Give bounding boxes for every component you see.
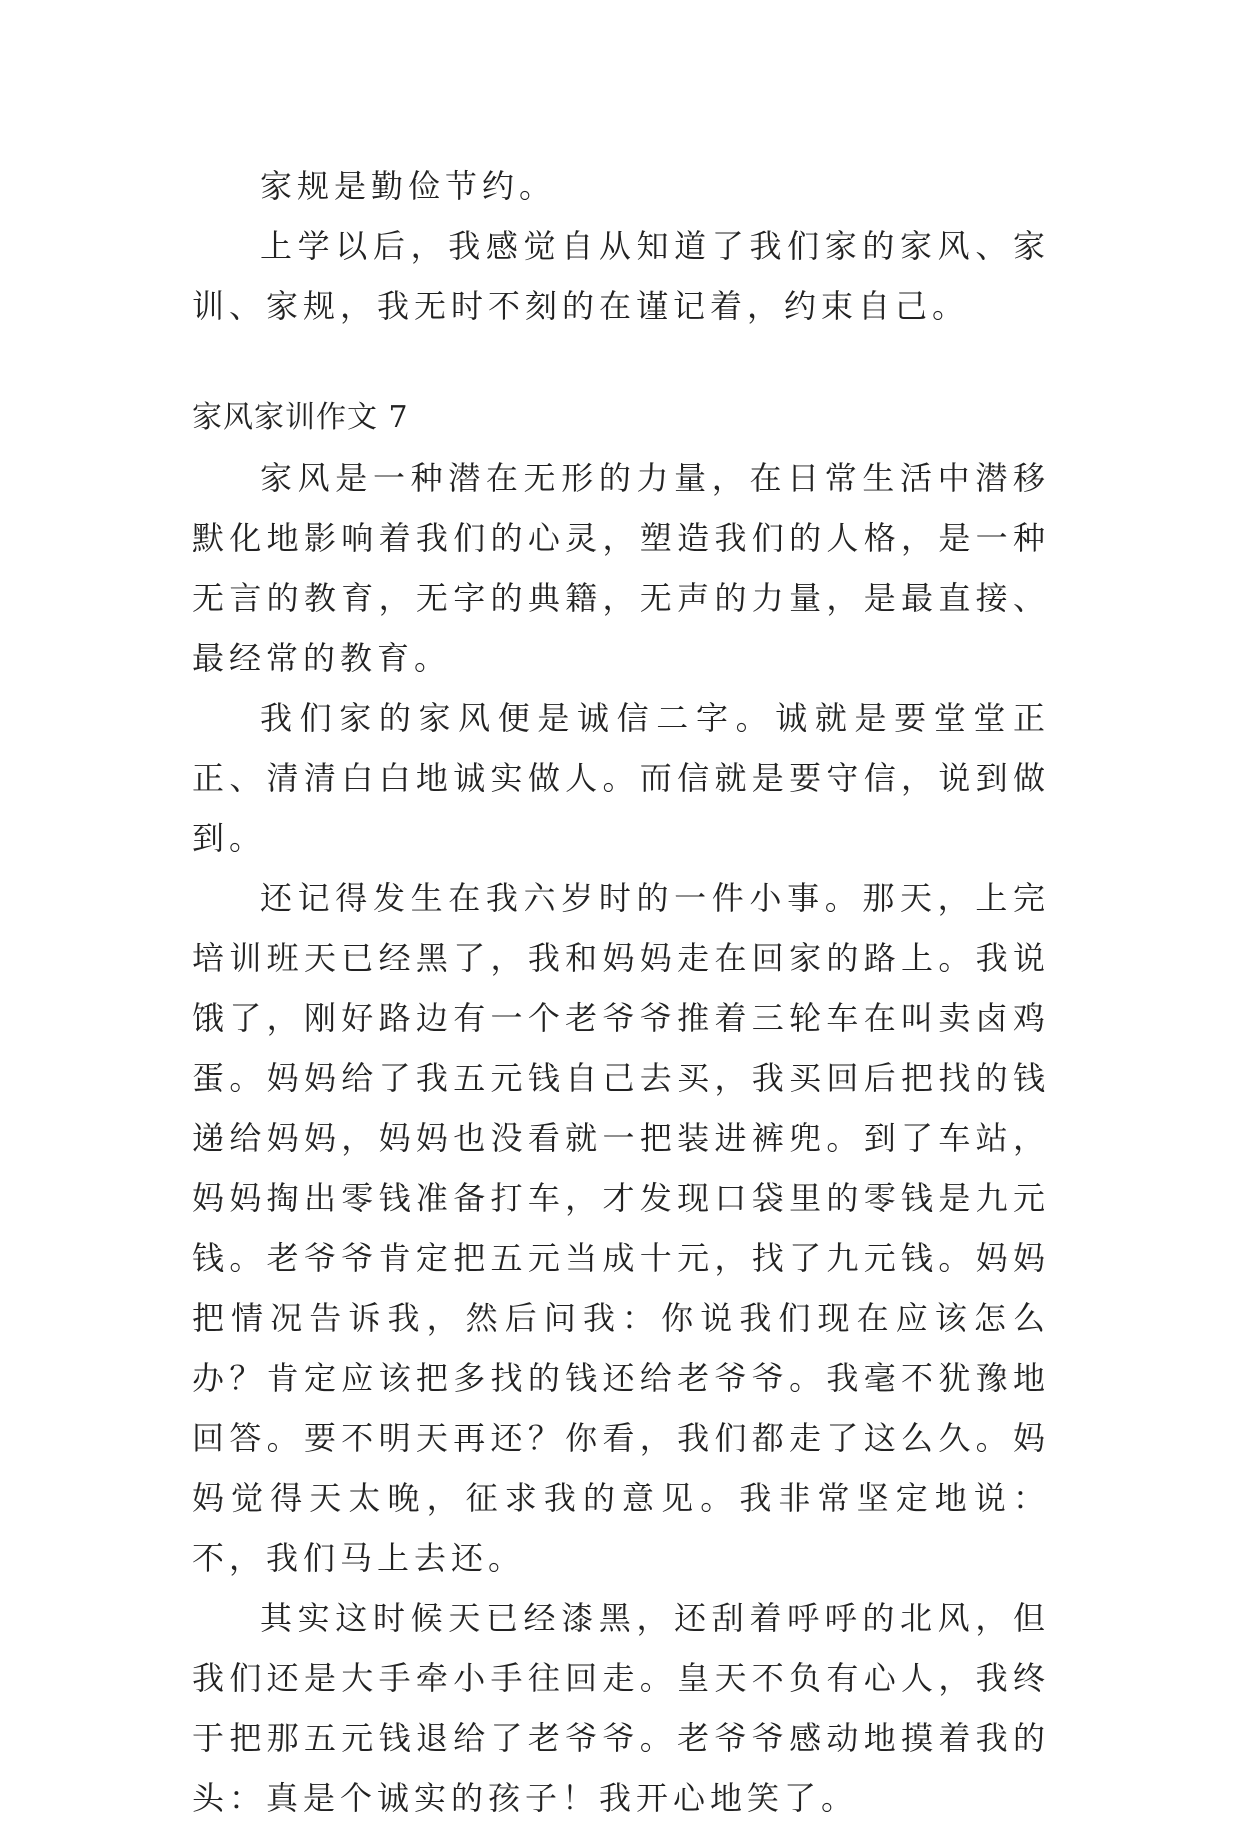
paragraph-family-rules: 家规是勤俭节约。 xyxy=(260,167,557,205)
paragraph-after-school: 上学以后，我感觉自从知道了我们家的家风、家训、家规，我无时不刻的在谨记着，约束自己。 xyxy=(192,227,1050,325)
paragraph-story: 还记得发生在我六岁时的一件小事。那天，上完培训班天已经黑了，我和妈妈走在回家的路上。我说饿了，刚好路边有一个老爷爷推着三轮车在叫卖卤鸡蛋。妈妈给了我五元钱自己去买，我买回后把找的钱递给妈妈，妈妈也没看就一把装进裤兜。到了车站，妈妈掏出零钱准备打车，才发现口袋里的零钱是九元钱。老爷爷肯定把五元当成十元，找了九元钱。妈妈把情况告诉我，然后问我：你说我们现在应该怎么办？肯定应该把多找的钱还给老爷爷。我毫不犹豫地回答。要不明天再还？你看，我们都走了这么久。妈妈觉得天太晚，征求我的意见。我非常坚定地说：不，我们马上去还。 xyxy=(192,879,1050,1577)
essay-body xyxy=(192,448,1050,1828)
paragraph-intro: 家风是一种潜在无形的力量，在日常生活中潜移默化地影响着我们的心灵，塑造我们的人格，是一种无言的教育，无字的典籍，无声的力量，是最直接、最经常的教育。 xyxy=(192,459,1050,677)
paragraph-ending: 其实这时候天已经漆黑，还刮着呼呼的北风，但我们还是大手牵小手往回走。皇天不负有心人，我终于把那五元钱退给了老爷爷。老爷爷感动地摸着我的头：真是个诚实的孩子！我开心地笑了。 xyxy=(192,1599,1050,1817)
top-section xyxy=(192,156,1050,336)
essay-title: 家风家训作文 7 xyxy=(192,400,409,435)
paragraph-honesty: 我们家的家风便是诚信二字。诚就是要堂堂正正、清清白白地诚实做人。而信就是要守信，说到做到。 xyxy=(192,699,1050,857)
